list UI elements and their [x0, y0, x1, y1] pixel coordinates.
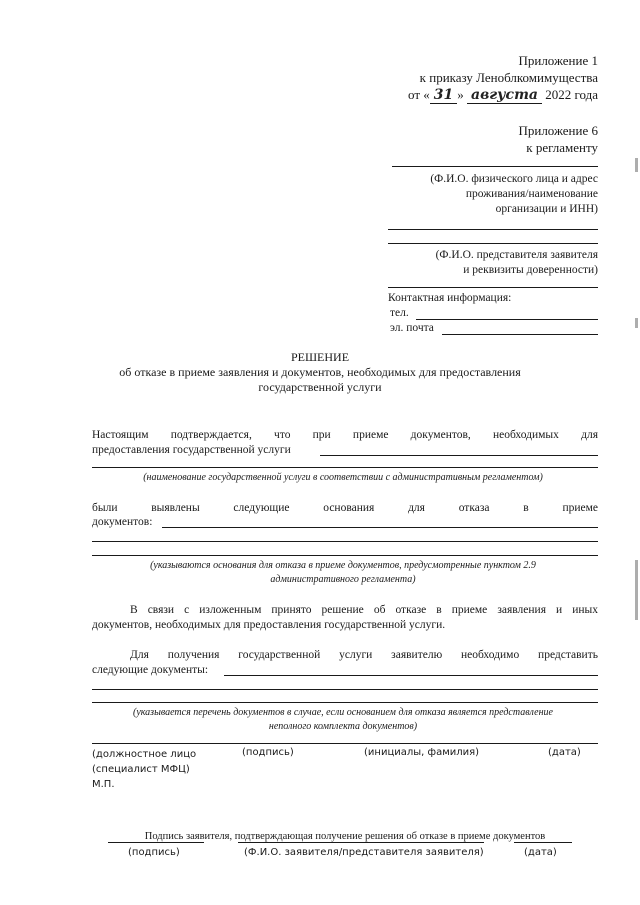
appendix6-label: Приложение 6 — [518, 123, 598, 138]
to-regulation-label: к регламенту — [526, 140, 598, 155]
subtitle-line2: государственной услуги — [258, 380, 382, 394]
reasons-line-2 — [92, 541, 598, 542]
reasons-line — [162, 527, 598, 528]
date-day-handwritten: 31 — [430, 87, 457, 104]
header-block — [300, 52, 598, 104]
p3-line2: документов, необходимых для предоставления государственной услуги. — [92, 619, 446, 631]
scan-artifact — [635, 158, 638, 172]
bottom-sign-line — [108, 842, 204, 843]
p3-line1: В связи с изложенным принято решение об отказе в приеме заявления и иных — [130, 604, 598, 616]
title-block — [0, 350, 640, 395]
p1-line2: предоставления государственной услуги — [92, 444, 291, 456]
bottom-fio-line — [238, 842, 484, 843]
regulation-block — [300, 122, 598, 156]
p4-note: (указывается перечень документов в случае, если основанием для отказа является представление неполного комплекта документов) — [132, 707, 553, 732]
bottom-sign-label: (подпись) — [128, 847, 180, 858]
applicant-line-2 — [388, 229, 598, 230]
representative-line — [388, 243, 598, 244]
date-month-handwritten: августа — [467, 87, 542, 104]
email-line — [442, 334, 598, 335]
page-title: РЕШЕНИЕ — [290, 350, 350, 364]
phone-line — [416, 319, 598, 320]
email-label: эл. почта — [390, 322, 434, 334]
p4-line1: Для получения государственной услуги заявителю необходимо представить — [130, 649, 598, 661]
stamp-label: М.П. — [92, 779, 115, 790]
signature-line — [92, 743, 598, 744]
documents-line — [224, 675, 598, 676]
p4-line2: следующие документы: — [92, 664, 209, 676]
reasons-line-3 — [92, 555, 598, 556]
p1-note: (наименование государственной услуги в соответствии с административным регламентом) — [143, 472, 543, 483]
signature-date-label: (дата) — [548, 747, 581, 758]
bottom-date-line — [514, 842, 572, 843]
service-name-line — [320, 455, 598, 456]
applicant-fio-line — [392, 166, 598, 167]
official-label: (должностное лицо (специалист МФЦ) М.П. — [92, 749, 197, 790]
scan-artifact — [635, 560, 638, 620]
p2-note: (указываются основания для отказа в приеме документов, предусмотренные пунктом 2.9 административного регламента) — [150, 560, 536, 585]
representative-note: (Ф.И.О. представителя заявителя и реквизиты доверенности) — [435, 249, 598, 276]
contact-label: Контактная информация: — [388, 292, 512, 304]
applicant-fio-note: (Ф.И.О. физического лица и адрес проживания/наименование организации и ИНН) — [430, 173, 598, 215]
signature-sign-label: (подпись) — [242, 747, 294, 758]
order-date: от « 31 » августа 2022 года — [408, 87, 598, 103]
documents-line-3 — [92, 702, 598, 703]
subtitle-line1: об отказе в приеме заявления и документов, необходимых для предоставления — [119, 365, 521, 379]
documents-line-2 — [92, 689, 598, 690]
p2-line1: были выявлены следующие основания для отказа в приеме — [92, 502, 598, 514]
p2-line2: документов: — [92, 516, 153, 528]
applicant-confirm-text: Подпись заявителя, подтверждающая получение решения об отказе в приеме документов — [144, 831, 546, 842]
service-name-line-2 — [92, 467, 598, 468]
phone-label: тел. — [390, 307, 409, 319]
to-order-label: к приказу Леноблкомимущества — [419, 70, 598, 85]
bottom-date-label: (дата) — [524, 847, 557, 858]
representative-line-2 — [388, 287, 598, 288]
scan-artifact — [635, 318, 638, 328]
bottom-fio-label: (Ф.И.О. заявителя/представителя заявителя) — [244, 847, 484, 858]
p1-line1: Настоящим подтверждается, что при приеме документов, необходимых для — [92, 429, 598, 441]
signature-initials-label: (инициалы, фамилия) — [364, 747, 480, 758]
appendix1-label: Приложение 1 — [518, 53, 598, 68]
